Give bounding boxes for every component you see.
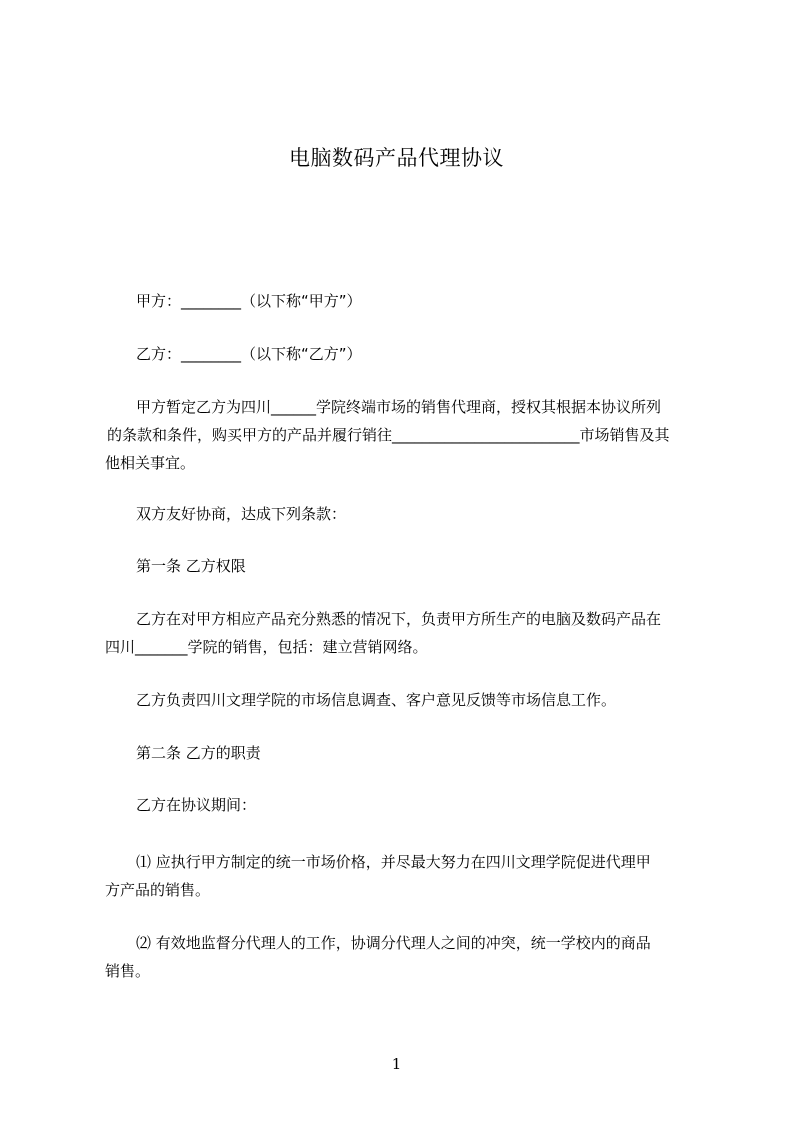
article-2-item-1-line-1: ⑴ 应执行甲方制定的统一市场价格，并尽最大努力在四川文理学院促进代理甲 (136, 853, 651, 871)
article-2-item-1-line-2: 方产品的销售。 (105, 881, 211, 899)
article-2-item-1 (105, 848, 705, 904)
document-title: 电脑数码产品代理协议 (289, 146, 504, 170)
article-2-heading-text: 第二条 乙方的职责 (136, 744, 261, 762)
article-2-lead-text: 乙方在协议期间： (136, 796, 257, 814)
intro-line-1: 甲方暂定乙方为四川______学院终端市场的销售代理商，授权其根据本协议所列 (136, 398, 662, 416)
article-2-lead (105, 791, 705, 819)
agreement-text: 双方友好协商，达成下列条款： (136, 505, 347, 523)
party-b-text: 乙方：________（以下称“乙方”） (136, 345, 362, 363)
party-b-line (105, 340, 705, 368)
page-number: 1 (391, 1055, 402, 1073)
article-2-item-2-line-1: ⑵ 有效地监督分代理人的工作，协调分代理人之间的冲突，统一学校内的商品 (136, 934, 651, 952)
article-1-paragraph-1 (105, 605, 705, 661)
article-1-p2-text: 乙方负责四川文理学院的市场信息调查、客户意见反馈等市场信息工作。 (136, 691, 617, 709)
article-1-p1-line-2: 四川_______学院的销售，包括：建立营销网络。 (105, 638, 428, 656)
intro-line-2: 的条款和条件，购买甲方的产品并履行销往_________________________市场销售及其 (107, 426, 670, 444)
article-1-p1-line-1: 乙方在对甲方相应产品充分熟悉的情况下，负责甲方所生产的电脑及数码产品在 (136, 610, 662, 628)
article-1-paragraph-2 (105, 686, 705, 714)
article-2-heading (105, 739, 705, 767)
article-1-heading (105, 552, 705, 580)
party-a-line (105, 287, 705, 315)
party-a-text: 甲方：________（以下称“甲方”） (136, 292, 362, 310)
intro-paragraph (105, 393, 705, 477)
intro-line-3: 他相关事宜。 (105, 454, 196, 472)
article-1-heading-text: 第一条 乙方权限 (136, 557, 246, 575)
agreement-line (105, 500, 705, 528)
article-2-item-2-line-2: 销售。 (105, 962, 151, 980)
article-2-item-2 (105, 929, 705, 985)
